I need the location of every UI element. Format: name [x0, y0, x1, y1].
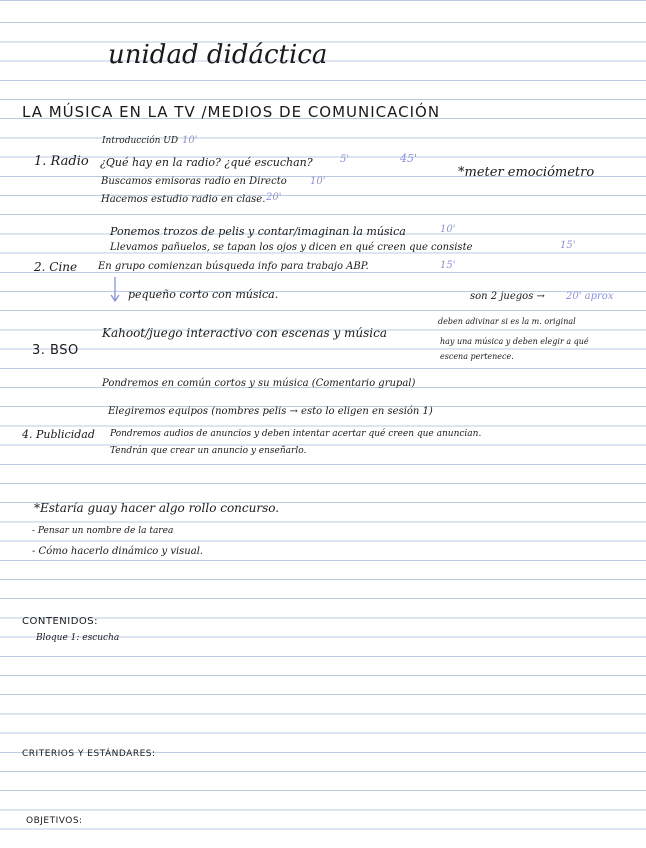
radio-line-3-time: 20' — [266, 192, 282, 203]
objetivos-label: OBJETIVOS: — [26, 816, 83, 826]
bso-note-3: escena pertenece. — [440, 352, 514, 361]
cine-line-3: En grupo comienzan búsqueda info para trabajo ABP. — [98, 261, 369, 272]
cine-line-4: pequeño corto con música. — [128, 288, 279, 301]
cine-label: 2. Cine — [34, 260, 78, 274]
bso-line-1: Kahoot/juego interactivo con escenas y música — [102, 326, 388, 340]
radio-line-2-time: 10' — [310, 176, 326, 187]
section-heading: LA MÚSICA EN LA TV /MEDIOS DE COMUNICACIÓN — [22, 103, 441, 121]
radio-side-note: *meter emociómetro — [458, 165, 595, 180]
radio-line-1: ¿Qué hay en la radio? ¿qué escuchan? — [100, 156, 313, 169]
radio-line-1-time: 5' — [340, 154, 350, 165]
radio-line-2: Buscamos emisoras radio en Directo — [101, 176, 287, 187]
radio-label: 1. Radio — [34, 154, 89, 169]
cine-line-2: Llevamos pañuelos, se tapan los ojos y dicen en qué creen que consiste — [110, 242, 473, 253]
cine-line-1: Ponemos trozos de pelis y contar/imaginan la música — [110, 225, 406, 238]
cine-line-2-time: 15' — [560, 240, 576, 251]
bso-label: 3. BSO — [32, 343, 79, 358]
contenidos-label: CONTENIDOS: — [22, 616, 98, 627]
notes-line-1: *Estaría guay hacer algo rollo concurso. — [34, 501, 280, 515]
publicidad-label: 4. Publicidad — [22, 428, 95, 441]
publicidad-line-1: Pondremos audios de anuncios y deben intentar acertar qué creen que anuncian. — [110, 429, 482, 439]
down-arrow-icon — [108, 276, 122, 304]
cine-line-3-time: 15' — [440, 260, 456, 271]
contenidos-item: Bloque 1: escucha — [36, 633, 120, 643]
cine-line-1-time: 10' — [440, 224, 456, 235]
bso-note-2: hay una música y deben elegir a qué — [440, 337, 589, 346]
bso-note-1: deben adivinar si es la m. original — [438, 317, 576, 326]
radio-total-time: 45' — [400, 152, 418, 165]
publicidad-line-2: Tendrán que crear un anuncio y enseñarlo. — [110, 446, 307, 456]
intro-text: Introducción UD — [102, 136, 179, 146]
bso-games-time: 20' aprox — [566, 291, 614, 302]
publicidad-line-0: Elegiremos equipos (nombres pelis → esto lo eligen en sesión 1) — [108, 406, 433, 417]
bso-line-2: Pondremos en común cortos y su música (Comentario grupal) — [102, 378, 416, 389]
notes-line-2: - Pensar un nombre de la tarea — [32, 526, 174, 536]
page-title: unidad didáctica — [108, 40, 328, 70]
criterios-label: CRITERIOS Y ESTÁNDARES: — [22, 749, 156, 759]
bso-games-note: son 2 juegos → — [470, 291, 545, 302]
radio-line-3: Hacemos estudio radio en clase. — [101, 194, 266, 205]
intro-time: 10' — [182, 135, 198, 146]
notes-line-3: - Cómo hacerlo dinámico y visual. — [32, 546, 204, 557]
